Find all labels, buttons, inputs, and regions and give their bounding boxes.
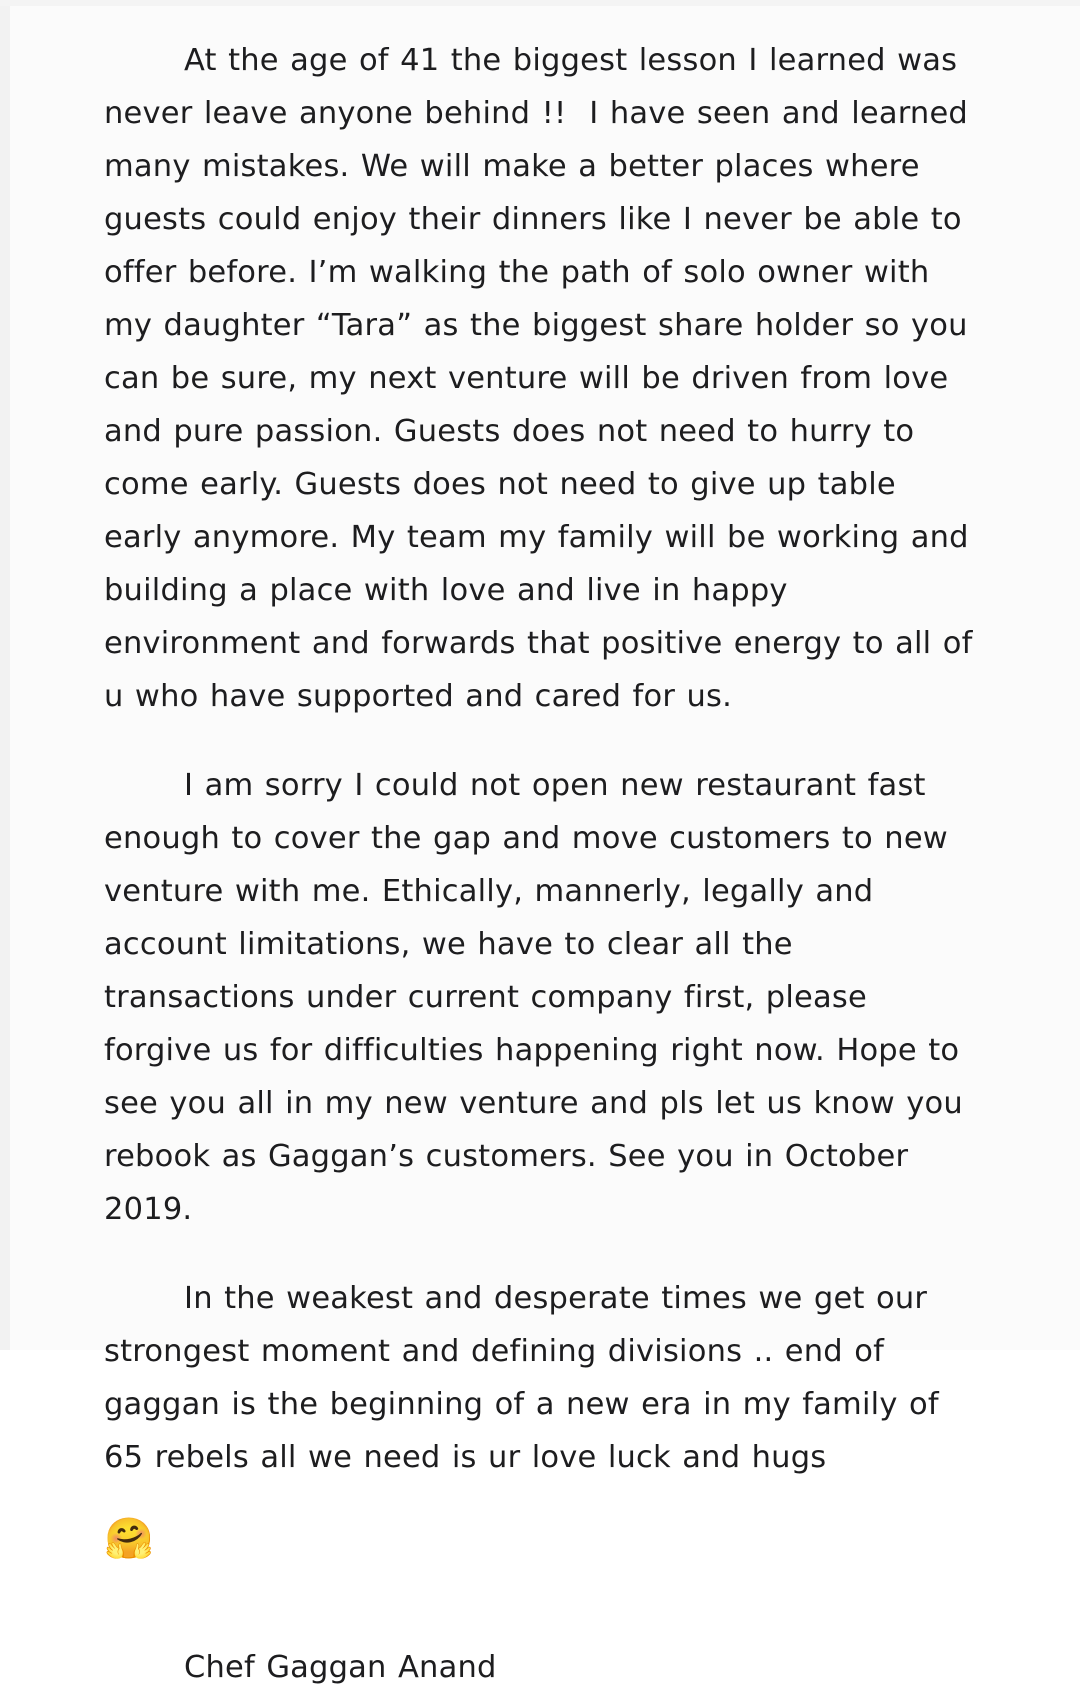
paragraph-3: In the weakest and desperate times we get our strongest moment and defining divisions .. end of gaggan is the beginning of a new era in my family of 65 rebels all we need is ur love luck and hugs [104,1281,951,1475]
letter-body [104,34,984,1692]
hugging-face-emoji: 🤗 [104,1516,155,1562]
signature-line: Chef Gaggan Anand [184,1650,497,1685]
paragraph-1: At the age of 41 the biggest lesson I learned was never leave anyone behind !! I have seen and learned many mistakes. We will make a better places where guests could enjoy their dinners like I never be able to offer before. I’m walking the path of solo owner with my daughter “Tara” as the biggest share holder so you can be sure, my next venture will be driven from love and pure passion. Guests does not need to hurry to come early. Guests does not need to give up table early anymore. My team my family will be working and building a place with love and live in happy environment and forwards that positive energy to all of u who have supported and cared for us. [104,43,984,714]
page-left-edge [0,0,10,1350]
page-top-edge [0,0,1080,6]
paragraph-2: I am sorry I could not open new restaurant fast enough to cover the gap and move customers to new venture with me. Ethically, mannerly, legally and account limitations, we have to clear all the transactions under current company first, please forgive us for difficulties happening right now. Hope to see you all in my new venture and pls let us know you rebook as Gaggan’s customers. See you in October 2019. [104,768,975,1227]
